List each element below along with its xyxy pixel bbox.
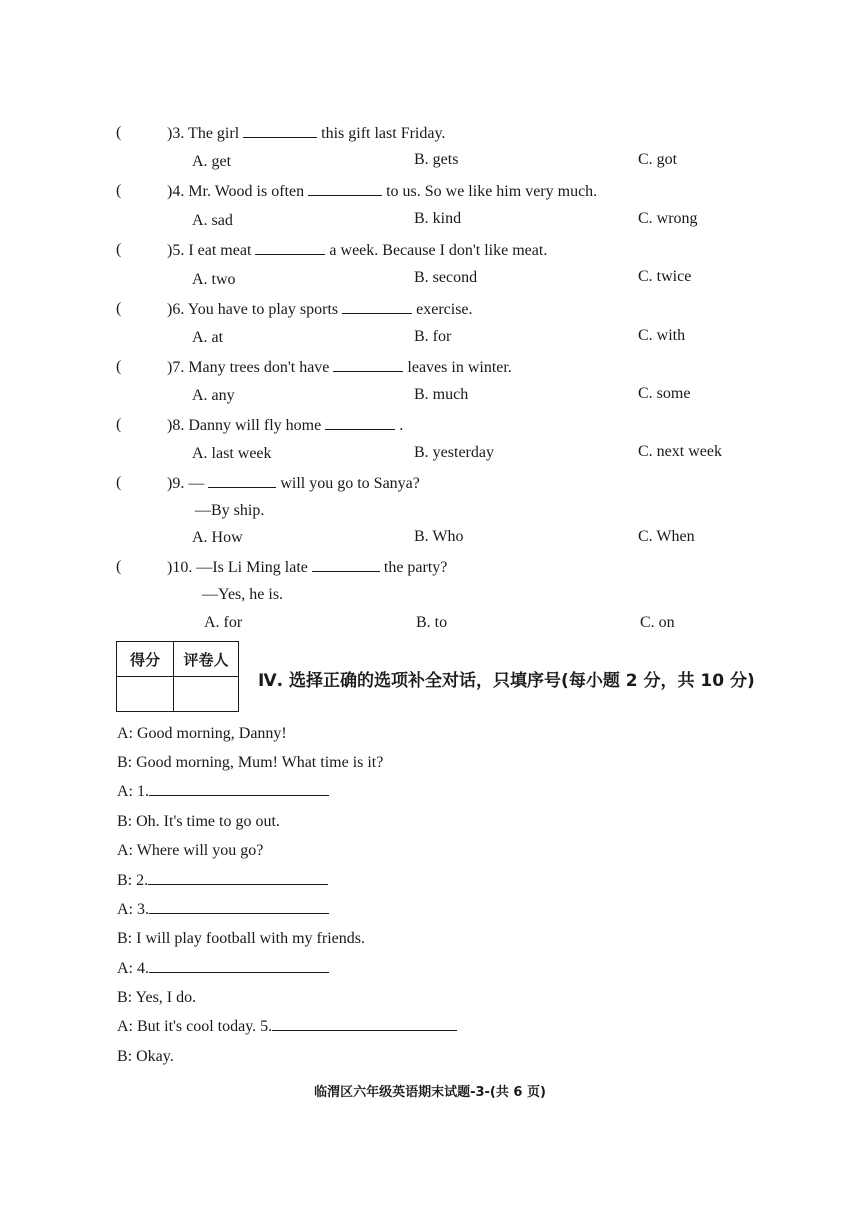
answer-blank <box>342 299 412 314</box>
question-text-tail: this gift last Friday. <box>321 125 446 142</box>
option-b: B. kind <box>414 210 462 227</box>
dialogue-prompt: A: 4. <box>117 960 149 977</box>
option-c: C. on <box>640 614 675 631</box>
dialogue-line: A: Good morning, Danny! <box>117 725 287 742</box>
question-text: )3. The girl <box>167 125 240 142</box>
option-a: A. How <box>192 529 243 546</box>
answer-blank <box>208 473 276 488</box>
option-b: B. for <box>414 328 452 345</box>
option-a: A. last week <box>192 445 272 462</box>
option-c: C. some <box>638 385 691 402</box>
option-b: B. much <box>414 386 469 403</box>
option-b: B. Who <box>414 528 464 545</box>
answer-bracket: ( <box>116 182 122 199</box>
answer-blank <box>325 415 395 430</box>
question-text-tail: . <box>399 417 404 434</box>
answer-bracket: ( <box>116 474 122 491</box>
option-b: B. gets <box>414 151 459 168</box>
option-c: C. wrong <box>638 210 698 227</box>
question-text-tail: will you go to Sanya? <box>280 475 420 492</box>
question-text: )5. I eat meat <box>167 242 252 259</box>
option-a: A. get <box>192 153 232 170</box>
dialogue-line: B: Yes, I do. <box>117 989 197 1006</box>
answer-bracket: ( <box>116 124 122 141</box>
question-text: )4. Mr. Wood is often <box>167 183 305 200</box>
question-text-tail: to us. So we like him very much. <box>386 183 598 200</box>
dialogue-line: A: Where will you go? <box>117 842 264 859</box>
option-c: C. twice <box>638 268 692 285</box>
option-a: A. for <box>204 614 243 631</box>
option-b: B. second <box>414 269 478 286</box>
dialogue-line: B: I will play football with my friends. <box>117 930 365 947</box>
dialogue-prompt: A: 1. <box>117 783 149 800</box>
question-text-tail: leaves in winter. <box>407 359 512 376</box>
option-a: A. at <box>192 329 224 346</box>
dialogue-prompt: A: 3. <box>117 901 149 918</box>
answer-blank <box>312 557 380 572</box>
dialogue-line <box>117 872 328 890</box>
answer-blank <box>255 240 325 255</box>
question-text: )7. Many trees don't have <box>167 359 330 376</box>
question-text-tail: the party? <box>383 559 448 576</box>
answer-blank <box>308 181 382 196</box>
option-b: B. to <box>416 614 448 631</box>
answer-bracket: ( <box>116 300 122 317</box>
dialogue-prompt: B: 2. <box>117 872 149 889</box>
question-text-tail: a week. Because I don't like meat. <box>329 242 548 259</box>
answer-line[interactable] <box>149 972 329 973</box>
dialogue-line: B: Good morning, Mum! What time is it? <box>117 754 384 771</box>
option-c: C. next week <box>638 443 722 460</box>
option-c: C. with <box>638 327 686 344</box>
dialogue-reply: —Yes, he is. <box>202 586 284 603</box>
score-cell[interactable] <box>117 677 174 712</box>
question-text-tail: exercise. <box>416 301 473 318</box>
answer-blank <box>243 123 317 138</box>
dialogue-line <box>117 1018 457 1036</box>
answer-bracket: ( <box>116 558 122 575</box>
answer-line[interactable] <box>272 1030 457 1031</box>
dialogue-line: B: Oh. It's time to go out. <box>117 813 280 830</box>
option-c: C. got <box>638 151 678 168</box>
dialogue-prompt: A: But it's cool today. 5. <box>117 1018 273 1035</box>
grader-cell[interactable] <box>174 677 239 712</box>
question-text: )8. Danny will fly home <box>167 417 322 434</box>
question-text: )10. —Is Li Ming late <box>167 559 308 576</box>
dialogue-line <box>117 783 329 801</box>
page-footer: 临渭区六年级英语期末试题-3-(共 6 页) <box>314 1085 546 1100</box>
option-a: A. any <box>192 387 235 404</box>
dialogue-line <box>117 960 329 978</box>
answer-line[interactable] <box>149 795 329 796</box>
option-c: C. When <box>638 528 695 545</box>
dialogue-line <box>117 901 329 919</box>
option-a: A. two <box>192 271 236 288</box>
answer-line[interactable] <box>148 884 328 885</box>
answer-line[interactable] <box>149 913 329 914</box>
answer-bracket: ( <box>116 416 122 433</box>
score-header: 得分 <box>117 642 174 677</box>
score-table <box>116 641 239 712</box>
dialogue-reply: —By ship. <box>195 502 265 519</box>
option-a: A. sad <box>192 212 233 229</box>
answer-bracket: ( <box>116 241 122 258</box>
dialogue-line: B: Okay. <box>117 1048 174 1065</box>
answer-blank <box>333 357 403 372</box>
question-text: )9. — <box>167 475 205 492</box>
question-text: )6. You have to play sports <box>167 301 339 318</box>
grader-header: 评卷人 <box>174 642 239 677</box>
answer-bracket: ( <box>116 358 122 375</box>
option-b: B. yesterday <box>414 444 494 461</box>
section-4-title: Ⅳ. 选择正确的选项补全对话，只填序号(每小题 2 分，共 10 分) <box>258 671 755 691</box>
